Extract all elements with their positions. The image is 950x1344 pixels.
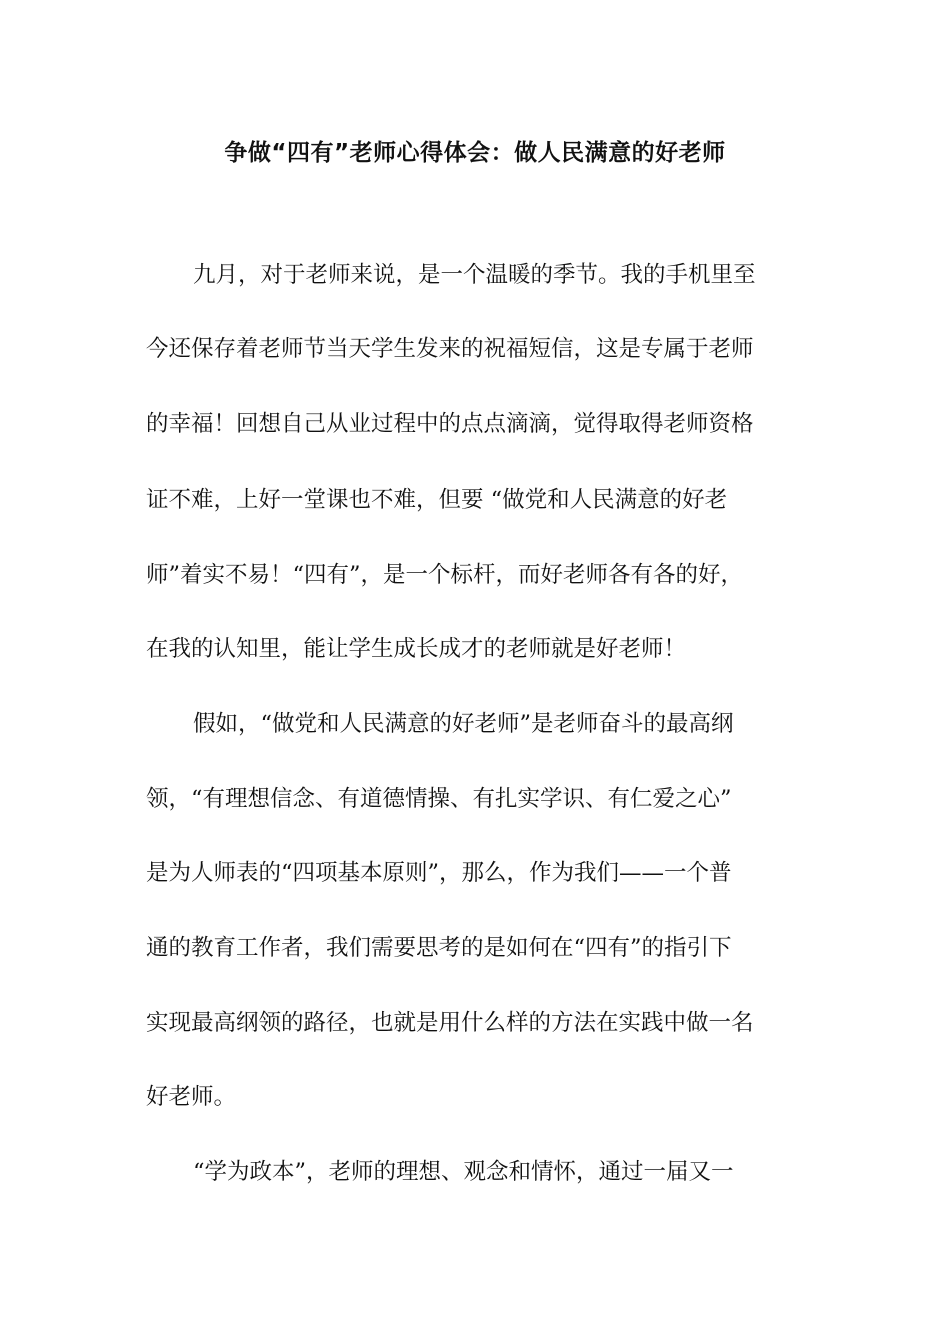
document-title: 争做“四有”老师心得体会：做人民满意的好老师 — [224, 140, 726, 166]
paragraph-1-line-4: 证不难，上好一堂课也不难，但要 “做党和人民满意的好老 — [146, 487, 728, 513]
paragraph-2-line-4: 通的教育工作者，我们需要思考的是如何在“四有”的指引下 — [146, 935, 732, 961]
paragraph-2-line-5: 实现最高纲领的路径，也就是用什么样的方法在实践中做一名 — [146, 1010, 754, 1036]
paragraph-3-line-1: “学为政本”，老师的理想、观念和情怀，通过一届又一 — [193, 1159, 734, 1185]
paragraph-2-line-3: 是为人师表的“四项基本原则”，那么，作为我们——一个普 — [146, 860, 732, 886]
paragraph-2-line-1: 假如，“做党和人民满意的好老师”是老师奋斗的最高纲 — [193, 711, 734, 737]
paragraph-1-line-3: 的幸福！回想自己从业过程中的点点滴滴，觉得取得老师资格 — [146, 411, 754, 437]
paragraph-1-line-1: 九月，对于老师来说，是一个温暖的季节。我的手机里至 — [193, 262, 756, 288]
paragraph-2-line-6: 好老师。 — [146, 1084, 237, 1110]
paragraph-1-line-5: 师”着实不易！“四有”，是一个标杆，而好老师各有各的好， — [146, 562, 744, 588]
paragraph-1-line-2: 今还保存着老师节当天学生发来的祝福短信，这是专属于老师 — [146, 336, 754, 362]
paragraph-1-line-6: 在我的认知里，能让学生成长成才的老师就是好老师！ — [146, 636, 687, 662]
paragraph-2-line-2: 领，“有理想信念、有道德情操、有扎实学识、有仁爱之心” — [146, 786, 732, 812]
